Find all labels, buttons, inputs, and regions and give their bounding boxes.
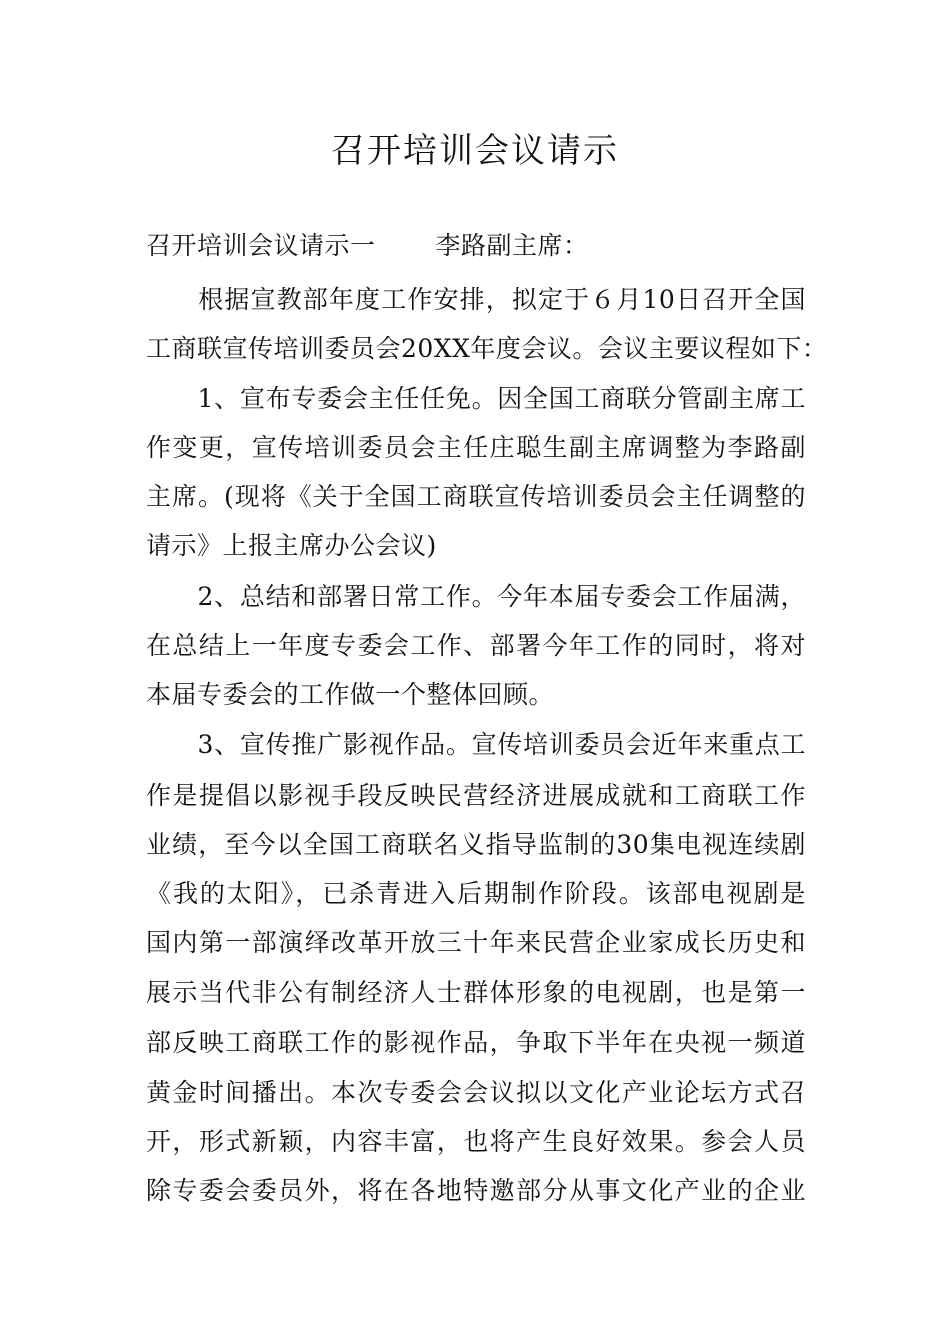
- body-line: 2、总结和部署日常工作。今年本届专委会工作届满，: [146, 582, 806, 611]
- body-line: 黄金时间播出。本次专委会会议拟以文化产业论坛方式召: [146, 1078, 806, 1107]
- body-line: 业绩，至今以全国工商联名义指导监制的30集电视连续剧: [146, 830, 806, 859]
- salutation-subject: 召开培训会议请示一: [146, 231, 376, 260]
- body-line: 主席。(现将《关于全国工商联宣传培训委员会主任调整的: [146, 482, 806, 511]
- body-line: 作是提倡以影视手段反映民营经济进展成就和工商联工作: [146, 781, 806, 810]
- body-line: 根据宣教部年度工作安排，拟定于６月10日召开全国: [146, 285, 806, 314]
- body-line: 请示》上报主席办公会议): [146, 531, 437, 560]
- body-line: 国内第一部演绎改革开放三十年来民营企业家成长历史和: [146, 928, 806, 957]
- body-line: 工商联宣传培训委员会20XX年度会议。会议主要议程如下：: [146, 334, 828, 363]
- body-line: 部反映工商联工作的影视作品，争取下半年在央视一频道: [146, 1028, 806, 1057]
- body-line: 展示当代非公有制经济人士群体形象的电视剧，也是第一: [146, 978, 806, 1007]
- body-line: 在总结上一年度专委会工作、部署今年工作的同时，将对: [146, 631, 806, 660]
- document-title: 召开培训会议请示: [331, 131, 619, 171]
- body-line: 1、宣布专委会主任任免。因全国工商联分管副主席工: [146, 384, 806, 413]
- body-line: 3、宣传推广影视作品。宣传培训委员会近年来重点工: [146, 730, 806, 759]
- body-line: 本届专委会的工作做一个整体回顾。: [146, 680, 555, 709]
- body-line: 除专委会委员外，将在各地特邀部分从事文化产业的企业: [146, 1176, 806, 1205]
- salutation-recipient: 李路副主席：: [435, 231, 589, 260]
- body-line: 开，形式新颖，内容丰富，也将产生良好效果。参会人员: [146, 1127, 806, 1156]
- salutation-line: [146, 228, 806, 264]
- body-line: 《我的太阳》，已杀青进入后期制作阶段。该部电视剧是: [146, 879, 806, 908]
- body-line: 作变更，宣传培训委员会主任庄聪生副主席调整为李路副: [146, 433, 806, 462]
